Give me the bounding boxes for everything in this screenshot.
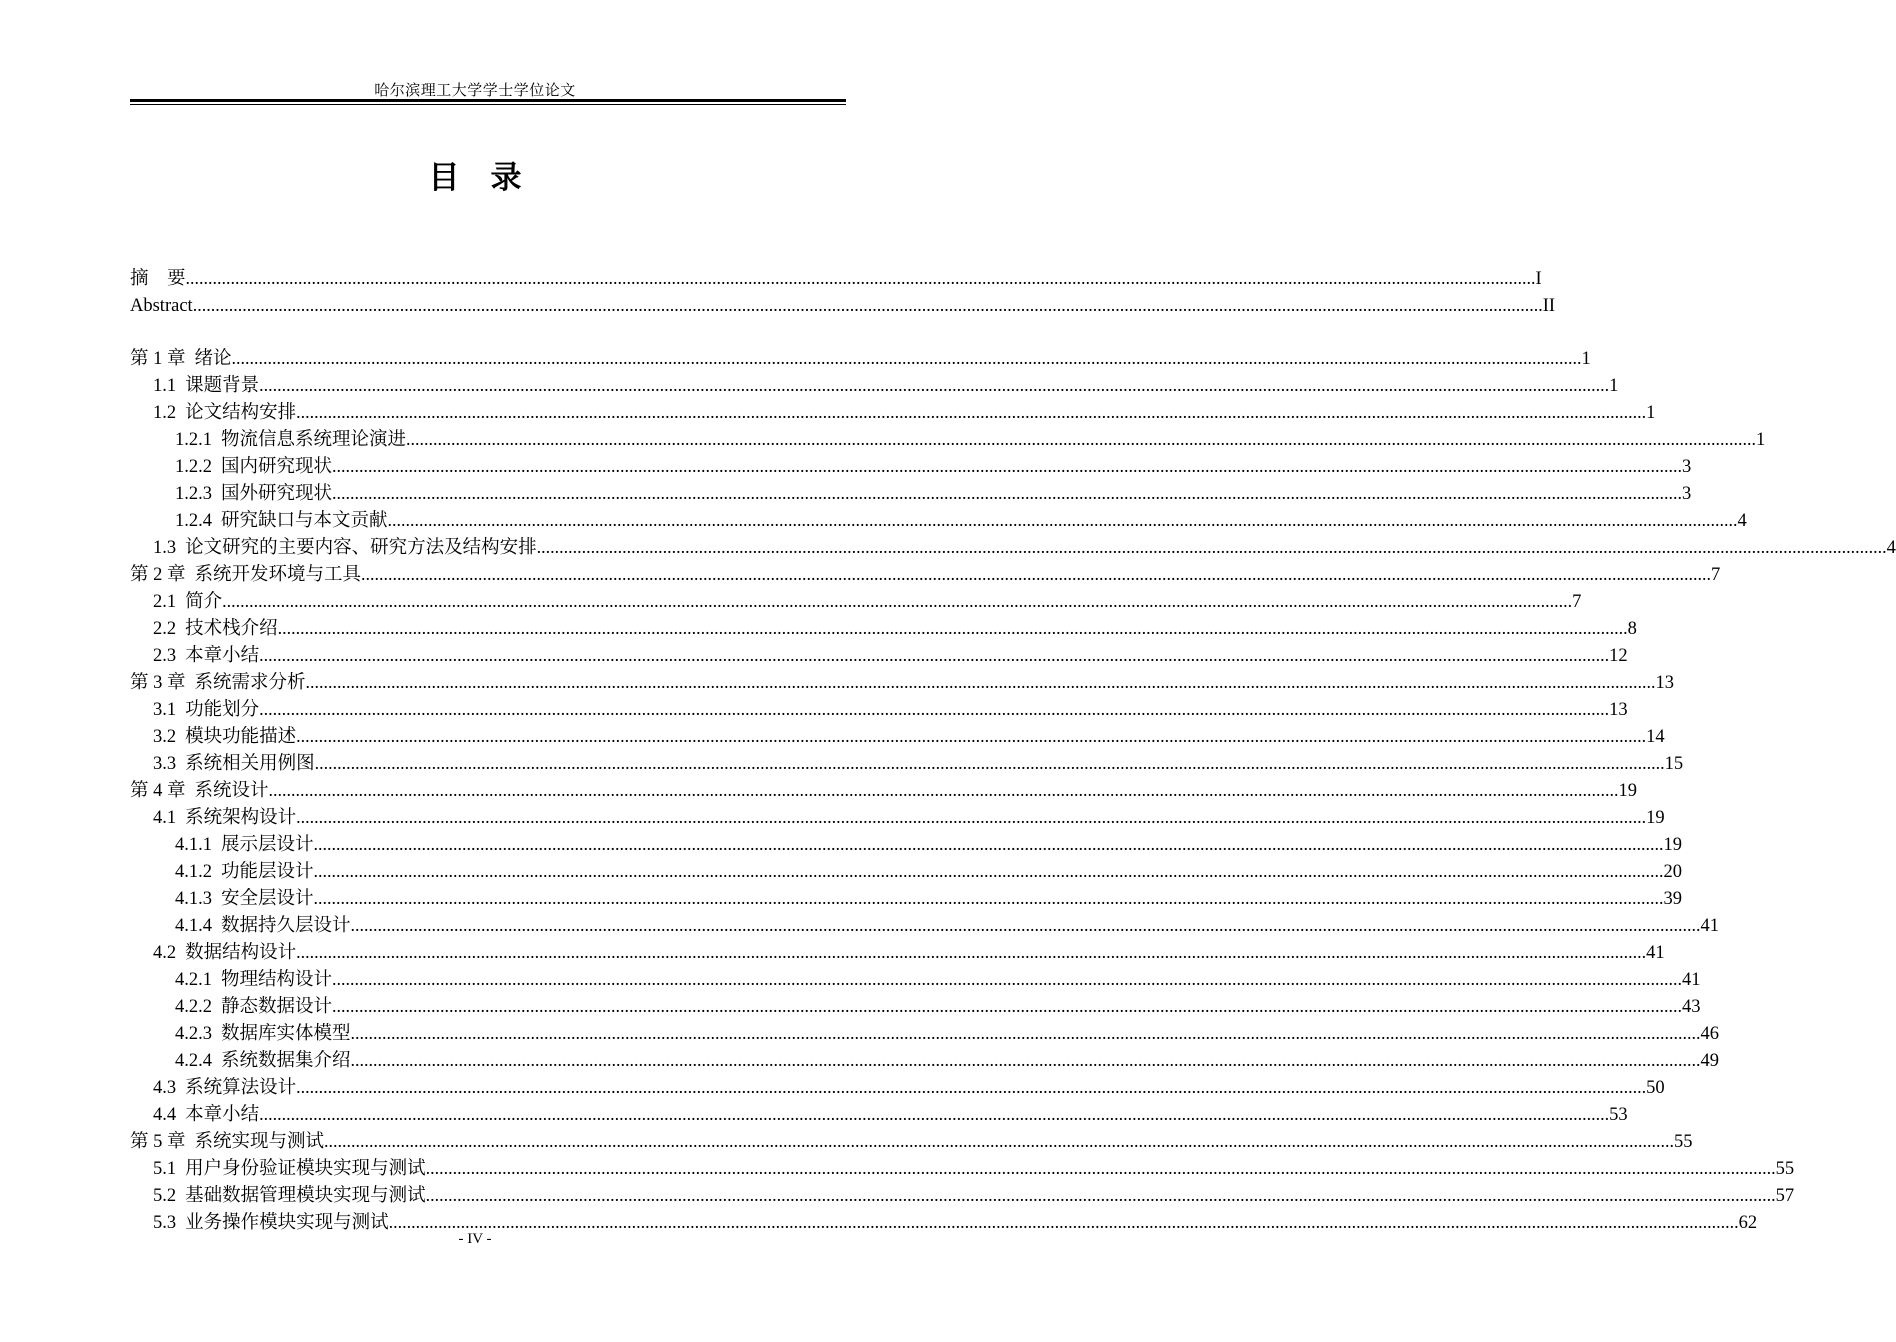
toc-entry-label: 系统实现与测试 [194, 1131, 325, 1152]
toc-entry-number: 3.1 [153, 700, 177, 720]
toc-entry-label: 系统架构设计 [185, 808, 297, 828]
toc-entry-title [175, 913, 351, 940]
toc-leader-dots: ............................................................................................................................................................................................................................................................................................................ [350, 915, 1701, 935]
toc-entry-page: 20 [1663, 862, 1683, 882]
toc-entry-label: 国内研究现状 [221, 457, 333, 477]
toc-entry-label: 论文结构安排 [185, 403, 297, 423]
toc-entry-page: 14 [1646, 727, 1665, 747]
toc-entry-label: 摘 要 [130, 269, 186, 289]
toc-entry-label: 本章小结 [185, 1105, 260, 1125]
toc-entry-page: 12 [1609, 646, 1628, 666]
toc-entry[interactable] [130, 561, 1721, 588]
toc-entry-page: 55 [1674, 1132, 1693, 1152]
toc-entry-label: 数据库实体模型 [221, 1024, 351, 1044]
toc-entry-number: 4.1.4 [175, 916, 212, 936]
toc-entry-title [153, 616, 278, 643]
toc-entry-label: 基础数据管理模块实现与测试 [185, 1186, 426, 1206]
toc-entry-number: 1.1 [153, 376, 177, 396]
toc-entry-number: 2.1 [153, 592, 177, 612]
toc-entry-title [153, 697, 259, 724]
toc-entry-number: 4.2 [153, 943, 177, 963]
toc-leader-dots: ............................................................................................................................................................................................................................................................................................................ [313, 888, 1664, 908]
toc-entry-page: 15 [1664, 754, 1684, 774]
toc-entry-title [130, 777, 269, 805]
toc-entry-title [130, 669, 306, 697]
toc-entry[interactable] [130, 912, 1720, 939]
toc-entry-label: 物理结构设计 [221, 970, 333, 990]
toc-entry-label: 国外研究现状 [221, 484, 333, 504]
toc-entry[interactable] [130, 345, 1591, 372]
toc-entry-number: 4.4 [153, 1105, 177, 1125]
toc-entry[interactable] [130, 858, 1683, 885]
toc-entry-number: 4.2.1 [175, 970, 212, 990]
toc-entry-page: 7 [1572, 592, 1582, 612]
toc-entry[interactable] [130, 534, 1896, 561]
toc-entry[interactable] [130, 993, 1701, 1020]
toc-leader-dots: ............................................................................................................................................................................................................................................................................................................ [332, 996, 1683, 1016]
toc-leader-dots: ............................................................................................................................................................................................................................................................................................................ [277, 618, 1628, 638]
toc-spacer [130, 319, 846, 345]
toc-leader-dots: ............................................................................................................................................................................................................................................................................................................ [296, 402, 1647, 422]
toc-entry-label: 论文研究的主要内容、研究方法及结构安排 [185, 538, 537, 558]
toc-leader-dots: ............................................................................................................................................................................................................................................................................................................ [388, 1212, 1739, 1232]
toc-entry-page: 1 [1646, 403, 1656, 423]
toc-entry[interactable] [130, 966, 1701, 993]
toc-entry[interactable] [130, 1128, 1693, 1155]
toc-entry-title [153, 1102, 259, 1129]
toc-entry[interactable] [130, 804, 1665, 831]
toc-entry-label: 数据结构设计 [185, 943, 297, 963]
toc-entry-number: 4.2.3 [175, 1024, 212, 1044]
toc-entry[interactable] [130, 885, 1683, 912]
toc-entry[interactable] [130, 1101, 1628, 1128]
toc-entry-title [175, 508, 388, 535]
toc-entry-title [175, 454, 332, 481]
toc-entry-number: 5.3 [153, 1213, 177, 1233]
toc-leader-dots: ............................................................................................................................................................................................................................................................................................................ [425, 1185, 1776, 1205]
toc-entry-page: 1 [1609, 376, 1619, 396]
toc-entry[interactable] [130, 453, 1692, 480]
toc-entry-page: II [1542, 296, 1556, 316]
toc-entry-page: 41 [1682, 970, 1701, 990]
toc-entry-title [153, 643, 259, 670]
toc-entry-label: 系统需求分析 [194, 672, 306, 693]
toc-entry-title [130, 1128, 324, 1156]
toc-entry-number: 4.2.2 [175, 997, 212, 1017]
toc-entry-page: 19 [1646, 808, 1665, 828]
toc-entry-page: 62 [1738, 1213, 1758, 1233]
toc-entry-page: 46 [1700, 1024, 1720, 1044]
toc-entry-page: I [1535, 269, 1542, 289]
toc-entry-page: 3 [1682, 484, 1692, 504]
toc-entry-label: 功能层设计 [221, 862, 314, 882]
toc-entry-label: 功能划分 [185, 700, 260, 720]
toc-entry-page: 41 [1646, 943, 1665, 963]
toc-entry[interactable] [130, 1155, 1795, 1182]
toc-entry-page: 49 [1700, 1051, 1720, 1071]
header-rule-thin [130, 104, 846, 105]
toc-leader-dots: ............................................................................................................................................................................................................................................................................................................ [332, 483, 1683, 503]
toc-leader-dots: ............................................................................................................................................................................................................................................................................................................ [259, 1104, 1610, 1124]
toc-entry-title [130, 345, 232, 373]
toc-leader-dots: ............................................................................................................................................................................................................................................................................................................ [406, 429, 1757, 449]
toc-leader-dots: ............................................................................................................................................................................................................................................................................................................ [222, 591, 1573, 611]
toc-entry[interactable] [130, 1074, 1665, 1101]
toc-entry[interactable] [130, 831, 1683, 858]
toc-entry-abstract-cn[interactable] [130, 265, 1542, 292]
toc-entry-label: 静态数据设计 [221, 997, 333, 1017]
toc-entry-number: 3.3 [153, 754, 177, 774]
toc-leader-dots: ............................................................................................................................................................................................................................................................................................................ [259, 375, 1610, 395]
toc-entry-page: 7 [1711, 565, 1721, 585]
toc-entry[interactable] [130, 399, 1656, 426]
toc-entry-label: 安全层设计 [221, 889, 314, 909]
toc-entry-label: 物流信息系统理论演进 [221, 430, 407, 450]
toc-entry-label: 系统算法设计 [185, 1078, 297, 1098]
toc-entry-number: 4.2.4 [175, 1051, 212, 1071]
toc-entry-number: 1.2.4 [175, 511, 212, 531]
toc-entry-title [175, 994, 332, 1021]
toc-entry-title [153, 805, 296, 832]
toc-leader-dots: ............................................................................................................................................................................................................................................................................................................ [296, 1077, 1647, 1097]
toc-entry-label: 系统设计 [194, 780, 269, 801]
toc-entry-number: 5.2 [153, 1186, 177, 1206]
toc-entry[interactable] [130, 642, 1628, 669]
toc-entry[interactable] [130, 480, 1692, 507]
toc-leader-dots: ............................................................................................................................................................................................................................................................................................................ [536, 537, 1887, 557]
toc-entry[interactable] [130, 507, 1747, 534]
toc-entry-label: Abstract [130, 296, 193, 316]
toc-leader-dots: ............................................................................................................................................................................................................................................................................................................ [268, 780, 1619, 800]
toc-entry-label: 本章小结 [185, 646, 260, 666]
toc-entry-page: 3 [1682, 457, 1692, 477]
toc-entry-number: 第 5 章 [130, 1132, 186, 1152]
toc-entry-label: 业务操作模块实现与测试 [185, 1213, 389, 1233]
toc-entry-page: 19 [1618, 781, 1638, 801]
toc-leader-dots: ............................................................................................................................................................................................................................................................................................................ [324, 1131, 1675, 1151]
toc-entry-page: 8 [1627, 619, 1637, 639]
toc-entry-label: 绪论 [194, 348, 232, 369]
toc-entry[interactable] [130, 1182, 1795, 1209]
toc-entry-title [175, 859, 314, 886]
toc-leader-dots: ............................................................................................................................................................................................................................................................................................................ [296, 726, 1647, 746]
toc-entry-page: 13 [1609, 700, 1628, 720]
toc-entry[interactable] [130, 939, 1665, 966]
toc-entry-number: 1.2 [153, 403, 177, 423]
toc-entry[interactable] [130, 750, 1684, 777]
toc-entry-number: 1.2.1 [175, 430, 212, 450]
toc-entry-number: 1.2.3 [175, 484, 212, 504]
toc-entry-label: 模块功能描述 [185, 727, 297, 747]
toc-entry-title [153, 373, 259, 400]
toc-entry-page: 41 [1700, 916, 1720, 936]
toc-entry[interactable] [130, 426, 1766, 453]
toc-leader-dots: ............................................................................................................................................................................................................................................................................................................ [296, 942, 1647, 962]
page-title: 目 录 [428, 160, 522, 196]
toc-entry[interactable] [130, 777, 1638, 804]
toc-entry-title [175, 886, 314, 913]
toc-entry-page: 19 [1663, 835, 1683, 855]
toc-entry-title [175, 427, 406, 454]
toc-entry-number: 4.1.2 [175, 862, 212, 882]
toc-entry-label: 系统数据集介绍 [221, 1051, 351, 1071]
toc-entry[interactable] [130, 696, 1628, 723]
toc-entry-label: 系统相关用例图 [185, 754, 315, 774]
toc-entry-number: 2.2 [153, 619, 177, 639]
toc-entry-label: 用户身份验证模块实现与测试 [185, 1159, 426, 1179]
toc-entry-number: 第 3 章 [130, 673, 186, 693]
toc-entry-label: 简介 [185, 592, 223, 612]
toc-entry[interactable] [130, 372, 1619, 399]
toc-entry[interactable] [130, 1020, 1720, 1047]
toc-entry-number: 第 2 章 [130, 565, 186, 585]
toc-entry-list [130, 345, 1896, 1236]
toc-entry-number: 2.3 [153, 646, 177, 666]
toc-leader-dots: ............................................................................................................................................................................................................................................................................................................ [231, 348, 1582, 368]
toc-entry-page: 4 [1737, 511, 1747, 531]
toc-entry-title [153, 751, 315, 778]
toc-entry-abstract-en[interactable] [130, 292, 1556, 319]
toc-entry-label: 研究缺口与本文贡献 [221, 511, 388, 531]
toc-entry[interactable] [130, 669, 1675, 696]
table-of-contents [130, 265, 1896, 1236]
toc-entry-title [153, 724, 296, 751]
toc-entry[interactable] [130, 588, 1582, 615]
toc-entry-title [153, 940, 296, 967]
toc-entry-label: 课题背景 [185, 376, 260, 396]
toc-entry-page: 50 [1646, 1078, 1665, 1098]
toc-entry-number: 3.2 [153, 727, 177, 747]
toc-entry-title [175, 967, 332, 994]
toc-entry-number: 4.1.3 [175, 889, 212, 909]
toc-entry-page: 55 [1775, 1159, 1795, 1179]
toc-entry-title [153, 1075, 296, 1102]
toc-entry-label: 展示层设计 [221, 835, 314, 855]
toc-leader-dots: ............................................................................................................................................................................................................................................................................................................ [361, 564, 1712, 584]
toc-entry[interactable] [130, 1047, 1720, 1074]
toc-leader-dots: ............................................................................................................................................................................................................................................................................................................ [332, 456, 1683, 476]
toc-leader-dots: ............................................................................................................................................................................................................................................................................................................ [305, 672, 1656, 692]
toc-entry-number: 1.2.2 [175, 457, 212, 477]
toc-entry-number: 4.1 [153, 808, 177, 828]
toc-entry-page: 39 [1663, 889, 1683, 909]
toc-entry-title [153, 1183, 426, 1210]
toc-entry-page: 1 [1581, 349, 1591, 369]
toc-entry-page: 13 [1655, 673, 1675, 693]
toc-leader-dots: ............................................................................................................................................................................................................................................................................................................ [259, 645, 1610, 665]
toc-entry-number: 4.1.1 [175, 835, 212, 855]
toc-leader-dots: ............................................................................................................................................................................................................................................................................................................ [313, 834, 1664, 854]
page-number: - IV - [458, 1231, 492, 1247]
toc-entry[interactable] [130, 615, 1637, 642]
toc-leader-dots: ............................................................................................................................................................................................................................................................................................................ [387, 510, 1738, 530]
toc-entry-title [130, 561, 361, 589]
toc-leader-dots: ............................................................................................................................................................................................................................................................................................................ [296, 807, 1647, 827]
toc-entry-title [153, 400, 296, 427]
toc-entry-number: 第 4 章 [130, 781, 186, 801]
toc-entry-label: 技术栈介绍 [185, 619, 278, 639]
toc-leader-dots: ............................................................................................................................................................................................................................................................................................................ [425, 1158, 1776, 1178]
toc-entry-number: 5.1 [153, 1159, 177, 1179]
toc-entry-label: 系统开发环境与工具 [194, 564, 362, 585]
toc-entry[interactable] [130, 723, 1665, 750]
toc-leader-dots: ............................................................................................................................................................................................................................................................................................................ [313, 861, 1664, 881]
toc-entry-number: 1.3 [153, 538, 177, 558]
toc-entry-title [175, 832, 314, 859]
toc-leader-dots: ............................................................................................................................................................................................................................................................................................................ [185, 268, 1536, 288]
toc-entry-title [175, 1048, 351, 1075]
toc-entry-title [175, 1021, 351, 1048]
toc-entry-number: 4.3 [153, 1078, 177, 1098]
toc-entry-page: 43 [1682, 997, 1701, 1017]
toc-entry-title [153, 589, 222, 616]
toc-entry-page: 57 [1775, 1186, 1795, 1206]
toc-leader-dots: ............................................................................................................................................................................................................................................................................................................ [192, 295, 1543, 315]
toc-entry-number: 第 1 章 [130, 349, 186, 369]
toc-entry-page: 53 [1609, 1105, 1628, 1125]
toc-entry-title [153, 535, 537, 562]
header-rule-thick [130, 99, 846, 102]
toc-leader-dots: ............................................................................................................................................................................................................................................................................................................ [314, 753, 1665, 773]
toc-leader-dots: ............................................................................................................................................................................................................................................................................................................ [259, 699, 1610, 719]
toc-entry-page: 4 [1886, 538, 1896, 558]
toc-leader-dots: ............................................................................................................................................................................................................................................................................................................ [350, 1050, 1701, 1070]
running-header: 哈尔滨理工大学学士学位论文 [374, 83, 576, 99]
toc-entry-label: 数据持久层设计 [221, 916, 351, 936]
toc-leader-dots: ............................................................................................................................................................................................................................................................................................................ [332, 969, 1683, 989]
toc-entry-page: 1 [1756, 430, 1766, 450]
toc-entry-title [175, 481, 332, 508]
toc-entry-title [153, 1156, 426, 1183]
toc-leader-dots: ............................................................................................................................................................................................................................................................................................................ [350, 1023, 1701, 1043]
